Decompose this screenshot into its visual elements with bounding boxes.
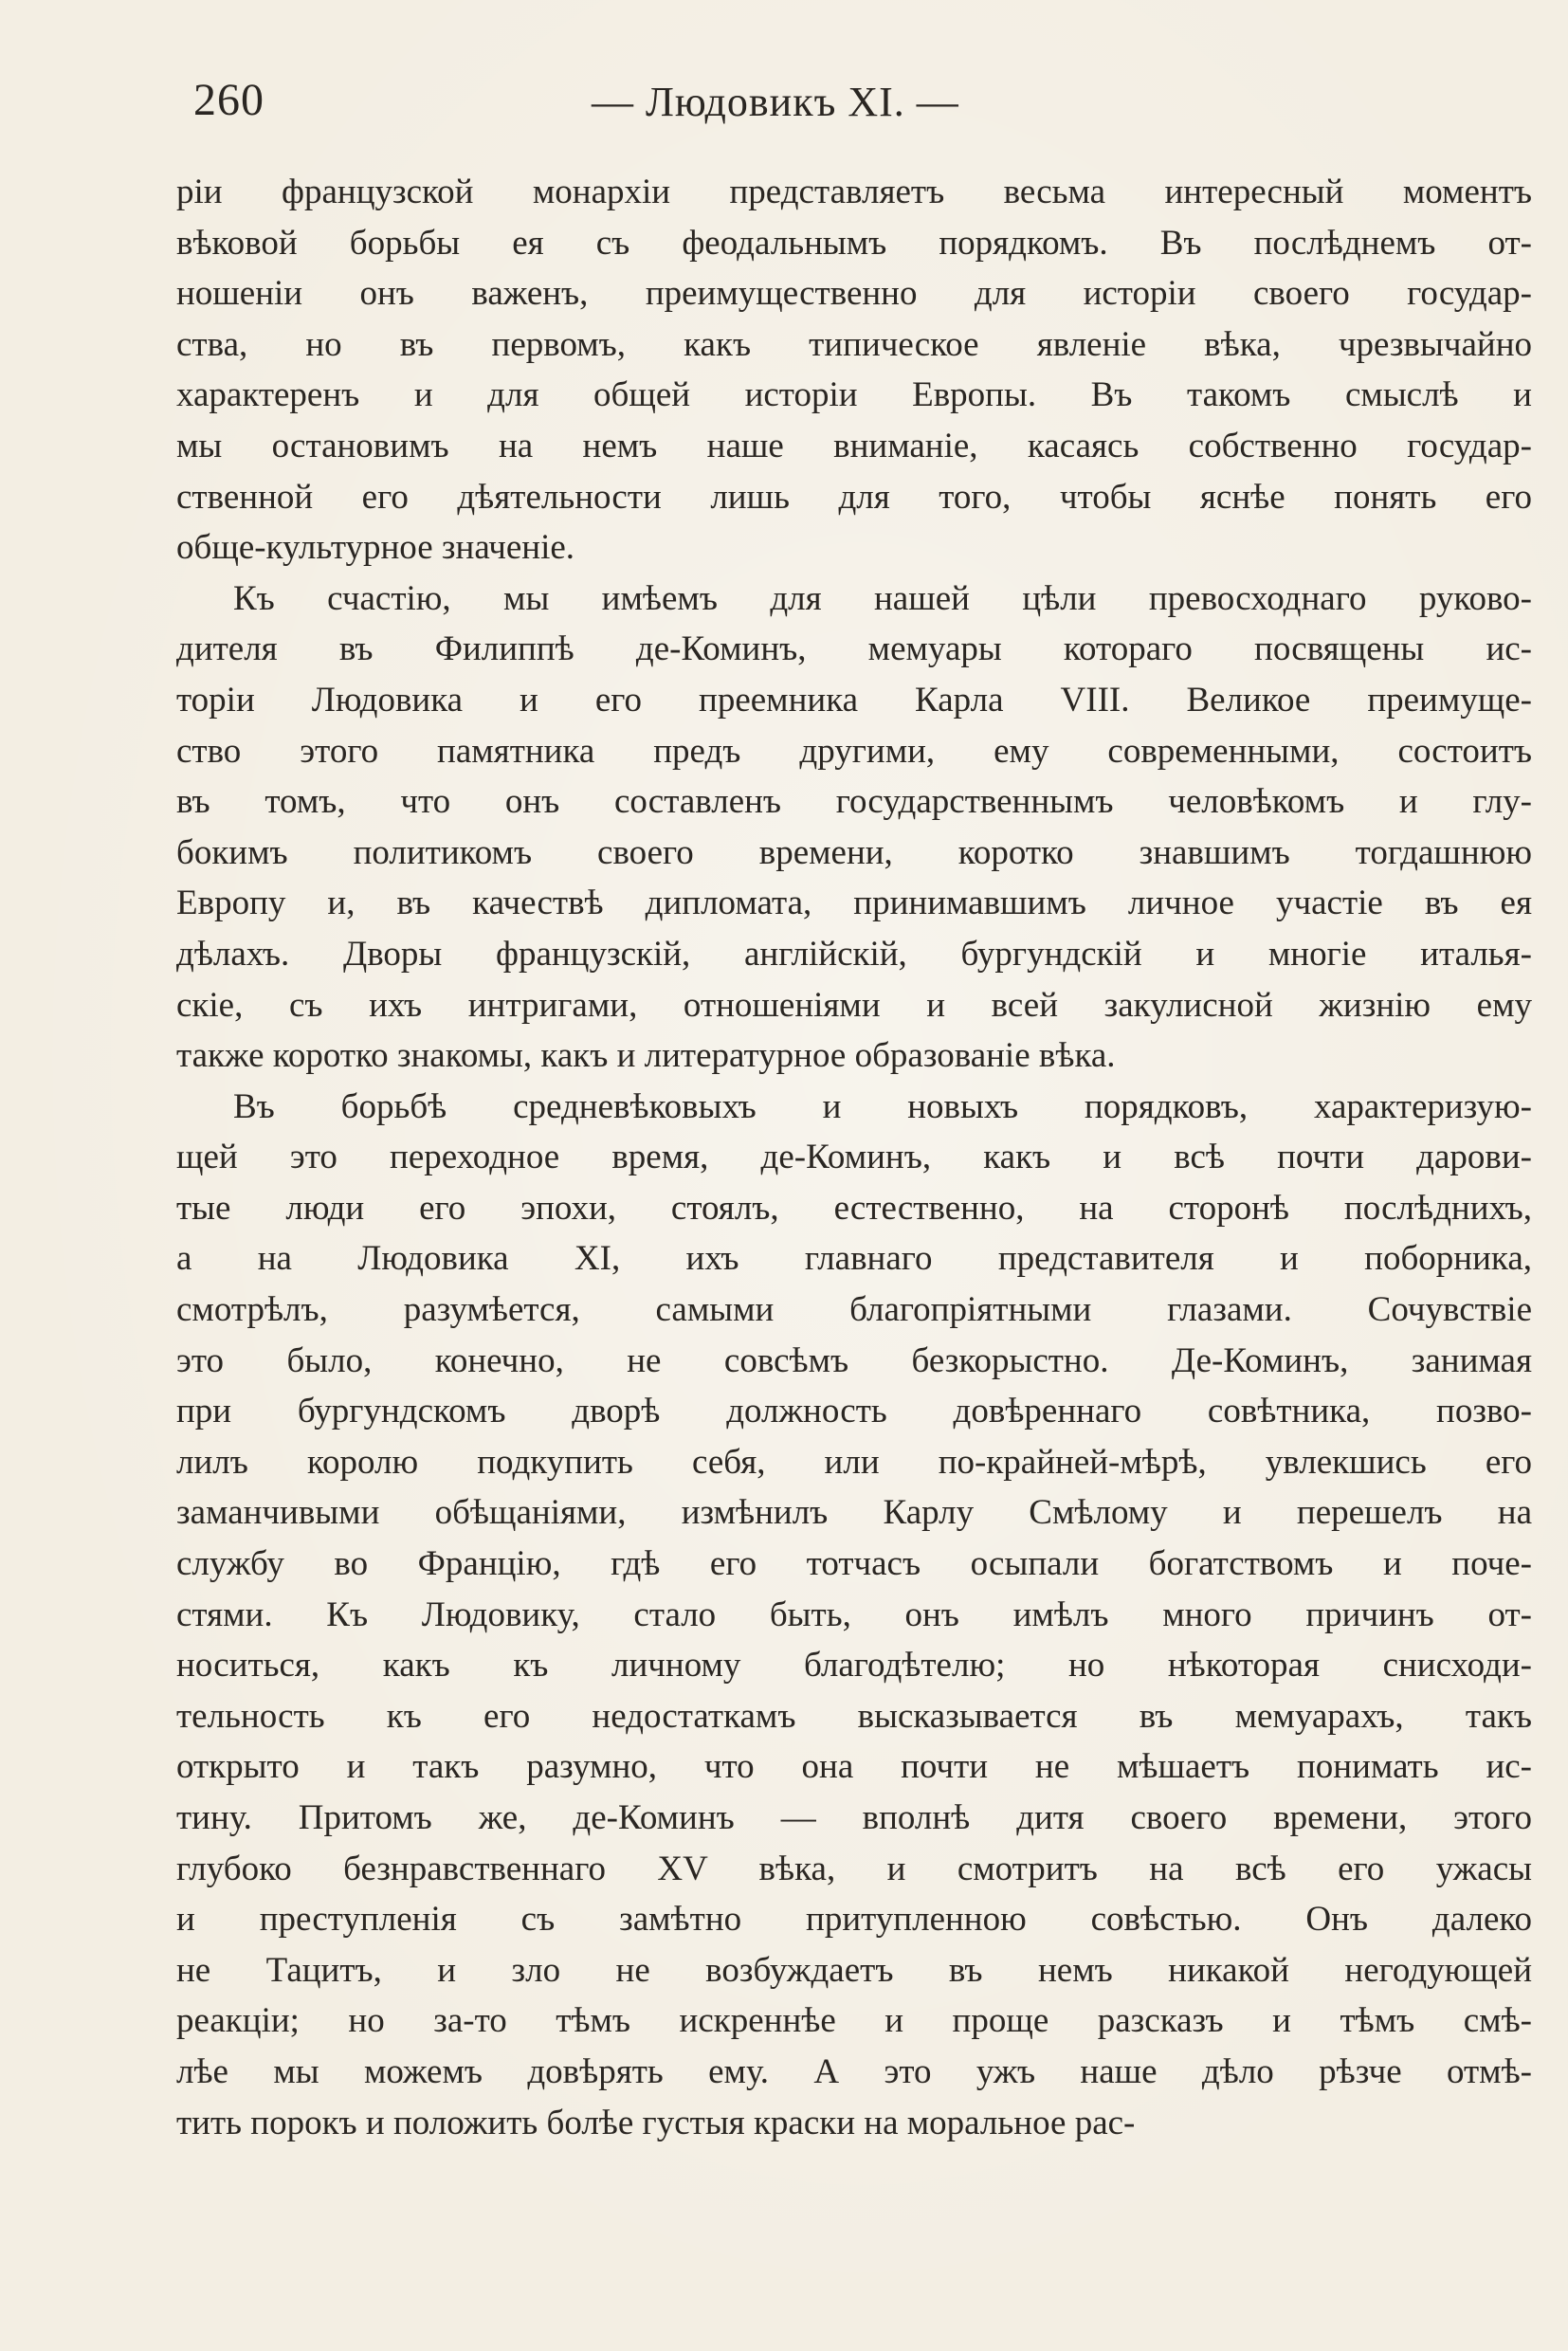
text-line: щей это переходное время, де-Коминъ, какъ и всѣ почти дарови-	[176, 1138, 1532, 1177]
text-line: тельность къ его недостаткамъ высказывается въ мемуарахъ, такъ	[176, 1696, 1532, 1736]
paragraph	[176, 1082, 1532, 2148]
text-line: Въ борьбѣ средневѣковыхъ и новыхъ порядковъ, характеризую-	[233, 1086, 1532, 1126]
page-number: 260	[193, 75, 264, 125]
text-line: глубоко безнравственнаго XV вѣка, и смотритъ на всѣ его ужасы	[176, 1849, 1532, 1888]
text-line: въ томъ, что онъ составленъ государственнымъ человѣкомъ и глу-	[176, 782, 1532, 822]
text-line: обще-культурное значеніе.	[176, 528, 575, 568]
text-line: стями. Къ Людовику, стало быть, онъ имѣлъ много причинъ от-	[176, 1595, 1532, 1634]
text-line: Европу и, въ качествѣ дипломата, принимавшимъ личное участіе въ ея	[176, 884, 1532, 923]
text-line: тые люди его эпохи, стоялъ, естественно, на сторонѣ послѣднихъ,	[176, 1188, 1532, 1228]
text-line: также коротко знакомы, какъ и литературное образованіе вѣка.	[176, 1036, 1116, 1076]
paragraph	[176, 167, 1532, 574]
body-text	[176, 167, 1532, 2148]
text-line: это было, конечно, не совсѣмъ безкорыстно. Де-Коминъ, занимая	[176, 1340, 1532, 1380]
text-line: Къ счастію, мы имѣемъ для нашей цѣли превосходнаго руково-	[233, 578, 1532, 618]
text-line: ства, но въ первомъ, какъ типическое явленіе вѣка, чрезвычайно	[176, 324, 1532, 364]
text-line: вѣковой борьбы ея съ феодальнымъ порядкомъ. Въ послѣднемъ от-	[176, 223, 1532, 263]
running-title: — Людовикъ XI. —	[592, 79, 959, 125]
text-line: лилъ королю подкупить себя, или по-крайней-мѣрѣ, увлекшись его	[176, 1442, 1532, 1482]
text-line: службу во Францію, гдѣ его тотчасъ осыпали богатствомъ и поче-	[176, 1544, 1532, 1584]
text-line: торіи Людовика и его преемника Карла VIII. Великое преимуще-	[176, 680, 1532, 720]
text-line: лѣе мы можемъ довѣрять ему. А это ужъ наше дѣло рѣзче отмѣ-	[176, 2051, 1532, 2091]
text-line: скіе, съ ихъ интригами, отношеніями и всей закулисной жизнію ему	[176, 985, 1532, 1025]
text-line: смотрѣлъ, разумѣется, самыми благопріятными глазами. Сочувствіе	[176, 1290, 1532, 1330]
running-header	[193, 70, 1540, 137]
text-line: ношеніи онъ важенъ, преимущественно для исторіи своего государ-	[176, 274, 1532, 314]
text-line: дителя въ Филиппѣ де-Коминъ, мемуары котораго посвящены ис-	[176, 629, 1532, 669]
text-line: при бургундскомъ дворѣ должность довѣреннаго совѣтника, позво-	[176, 1392, 1532, 1431]
text-line: ство этого памятника предъ другими, ему современными, состоитъ	[176, 731, 1532, 771]
text-line: открыто и такъ разумно, что она почти не мѣшаетъ понимать ис-	[176, 1747, 1532, 1787]
text-line: носиться, какъ къ личному благодѣтелю; но нѣкоторая снисходи-	[176, 1646, 1532, 1686]
text-line: не Тацитъ, и зло не возбуждаетъ въ немъ никакой негодующей	[176, 1950, 1532, 1990]
text-line: ріи французской монархіи представляетъ весьма интересный моментъ	[176, 173, 1532, 211]
text-line: дѣлахъ. Дворы французскій, англійскій, бургундскій и многіе италья-	[176, 934, 1532, 974]
text-line: реакціи; но за-то тѣмъ искреннѣе и проще разсказъ и тѣмъ смѣ-	[176, 2001, 1532, 2041]
text-line: мы остановимъ на немъ наше вниманіе, касаясь собственно государ-	[176, 426, 1532, 465]
text-line: тить порокъ и положить болѣе густыя краски на моральное рас-	[176, 2103, 1136, 2142]
text-line: ственной его дѣятельности лишь для того, чтобы яснѣе понять его	[176, 477, 1532, 517]
text-line: заманчивыми обѣщаніями, измѣнилъ Карлу Смѣлому и перешелъ на	[176, 1493, 1532, 1533]
text-line: а на Людовика XI, ихъ главнаго представителя и поборника,	[176, 1239, 1532, 1279]
text-line: бокимъ политикомъ своего времени, коротко знавшимъ тогдашнюю	[176, 832, 1532, 872]
paragraph	[176, 574, 1532, 1082]
text-line: и преступленія съ замѣтно притупленною совѣстью. Онъ далеко	[176, 1900, 1532, 1940]
text-line: характеренъ и для общей исторіи Европы. Въ такомъ смыслѣ и	[176, 375, 1532, 415]
text-line: тину. Притомъ же, де-Коминъ — вполнѣ дитя своего времени, этого	[176, 1798, 1532, 1837]
